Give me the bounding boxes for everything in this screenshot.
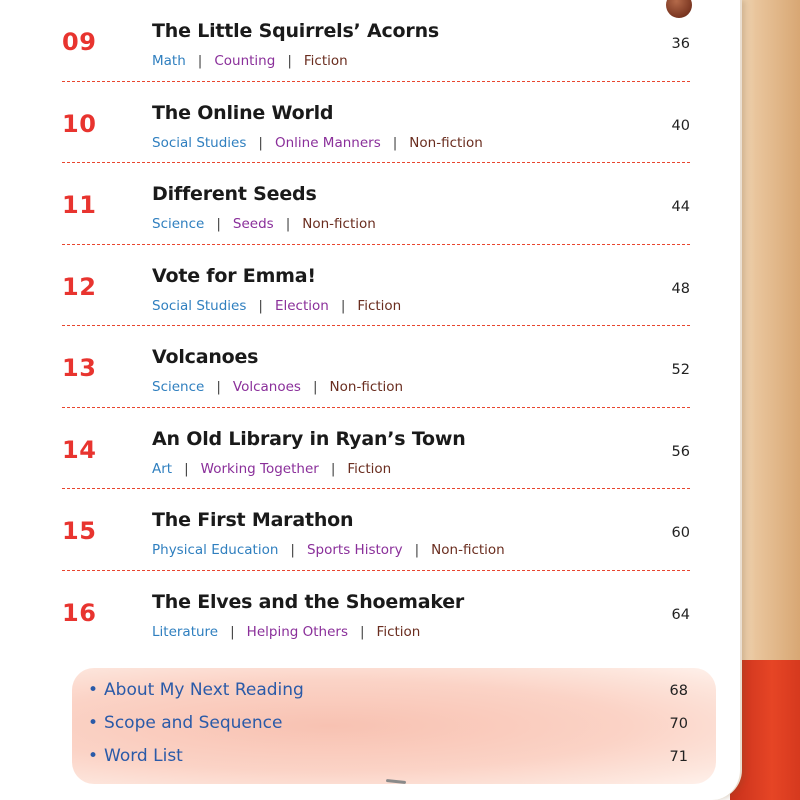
back-matter-item[interactable] bbox=[88, 746, 183, 766]
entry-number: 09 bbox=[62, 28, 97, 56]
entry-title: An Old Library in Ryan’s Town bbox=[152, 427, 466, 450]
contents-entry[interactable] bbox=[0, 489, 742, 571]
tag-separator: | bbox=[230, 623, 235, 640]
entry-page-number: 52 bbox=[671, 362, 690, 378]
entry-topic: Online Manners bbox=[274, 134, 381, 151]
entry-tags bbox=[152, 298, 401, 314]
entry-subject: Art bbox=[152, 460, 173, 477]
back-matter-label: Word List bbox=[104, 746, 183, 766]
entry-title: Volcanoes bbox=[152, 346, 259, 368]
entry-subject: Science bbox=[152, 216, 205, 232]
entry-title: The Online World bbox=[152, 101, 334, 124]
contents-entry[interactable] bbox=[0, 408, 742, 490]
tag-separator: | bbox=[258, 297, 263, 314]
entry-title: Vote for Emma! bbox=[152, 264, 316, 287]
entry-tags bbox=[152, 135, 483, 151]
entry-title: The Elves and the Shoemaker bbox=[152, 590, 465, 613]
tag-separator: | bbox=[197, 53, 203, 69]
contents-entry[interactable] bbox=[0, 82, 742, 164]
entry-number: 14 bbox=[62, 435, 97, 464]
entry-genre: Non-fiction bbox=[329, 379, 404, 395]
entry-tags bbox=[152, 53, 348, 69]
entry-page-number: 56 bbox=[671, 443, 690, 460]
entry-subject: Science bbox=[152, 379, 205, 395]
entry-page-number: 48 bbox=[671, 280, 690, 297]
bullet-icon: • bbox=[88, 713, 99, 733]
entry-tags bbox=[152, 542, 505, 558]
back-matter-page: 70 bbox=[669, 716, 688, 732]
tag-separator: | bbox=[414, 542, 420, 558]
entry-topic: Counting bbox=[214, 53, 276, 69]
entry-tags bbox=[152, 216, 376, 232]
entry-genre: Fiction bbox=[303, 53, 348, 69]
tag-separator: | bbox=[330, 460, 336, 477]
entry-genre: Non-fiction bbox=[409, 134, 483, 151]
contents-entry[interactable] bbox=[0, 0, 742, 82]
entry-genre: Non-fiction bbox=[302, 216, 376, 232]
entry-topic: Volcanoes bbox=[232, 379, 301, 395]
entry-page-number: 44 bbox=[671, 199, 690, 215]
entry-subject: Social Studies bbox=[152, 134, 247, 151]
entry-number: 15 bbox=[62, 517, 97, 545]
entry-subject: Physical Education bbox=[152, 542, 279, 558]
tag-separator: | bbox=[216, 379, 221, 395]
entry-subject: Social Studies bbox=[152, 297, 247, 314]
back-matter-label: Scope and Sequence bbox=[104, 713, 283, 733]
entry-genre: Fiction bbox=[357, 297, 402, 314]
tag-separator: | bbox=[340, 297, 346, 314]
entry-number: 10 bbox=[62, 109, 97, 138]
entry-number: 13 bbox=[62, 354, 97, 382]
bullet-icon: • bbox=[88, 746, 99, 766]
entry-genre: Non-fiction bbox=[431, 542, 505, 558]
contents-entry[interactable] bbox=[0, 245, 742, 327]
tag-separator: | bbox=[184, 460, 189, 477]
entry-page-number: 36 bbox=[671, 36, 690, 52]
entry-title: The Little Squirrels’ Acorns bbox=[152, 20, 440, 42]
entry-genre: Fiction bbox=[347, 460, 392, 477]
back-matter-label: About My Next Reading bbox=[104, 680, 304, 700]
entry-page-number: 60 bbox=[671, 525, 690, 541]
entry-subject: Math bbox=[152, 53, 186, 69]
back-matter-page: 71 bbox=[669, 749, 688, 765]
tag-separator: | bbox=[285, 216, 291, 232]
tag-separator: | bbox=[287, 53, 292, 69]
tag-separator: | bbox=[216, 216, 221, 232]
entry-topic: Helping Others bbox=[246, 623, 348, 640]
back-matter-item[interactable] bbox=[88, 680, 304, 700]
entry-number: 12 bbox=[62, 272, 97, 301]
entry-tags bbox=[152, 624, 420, 640]
entry-number: 16 bbox=[62, 598, 97, 627]
tag-separator: | bbox=[312, 379, 318, 395]
contents-entry[interactable] bbox=[0, 571, 742, 653]
entry-page-number: 64 bbox=[671, 606, 690, 623]
entry-topic: Seeds bbox=[232, 216, 274, 232]
tag-separator: | bbox=[392, 134, 398, 151]
tag-separator: | bbox=[359, 623, 365, 640]
entry-topic: Working Together bbox=[200, 460, 319, 477]
bullet-icon: • bbox=[88, 680, 99, 700]
back-matter-page: 68 bbox=[669, 683, 688, 699]
contents-entry[interactable] bbox=[0, 326, 742, 408]
contents-entry[interactable] bbox=[0, 163, 742, 245]
entry-tags bbox=[152, 379, 403, 395]
back-matter-item[interactable] bbox=[88, 713, 282, 733]
entry-subject: Literature bbox=[152, 623, 219, 640]
entry-topic: Sports History bbox=[306, 542, 403, 558]
entry-page-number: 40 bbox=[671, 117, 690, 134]
entry-number: 11 bbox=[62, 191, 97, 219]
entry-topic: Election bbox=[274, 297, 329, 314]
tag-separator: | bbox=[290, 542, 295, 558]
tag-separator: | bbox=[258, 134, 263, 151]
entry-title: The First Marathon bbox=[152, 509, 354, 531]
entry-genre: Fiction bbox=[376, 623, 421, 640]
entry-tags bbox=[152, 461, 391, 477]
entry-title: Different Seeds bbox=[152, 183, 317, 205]
